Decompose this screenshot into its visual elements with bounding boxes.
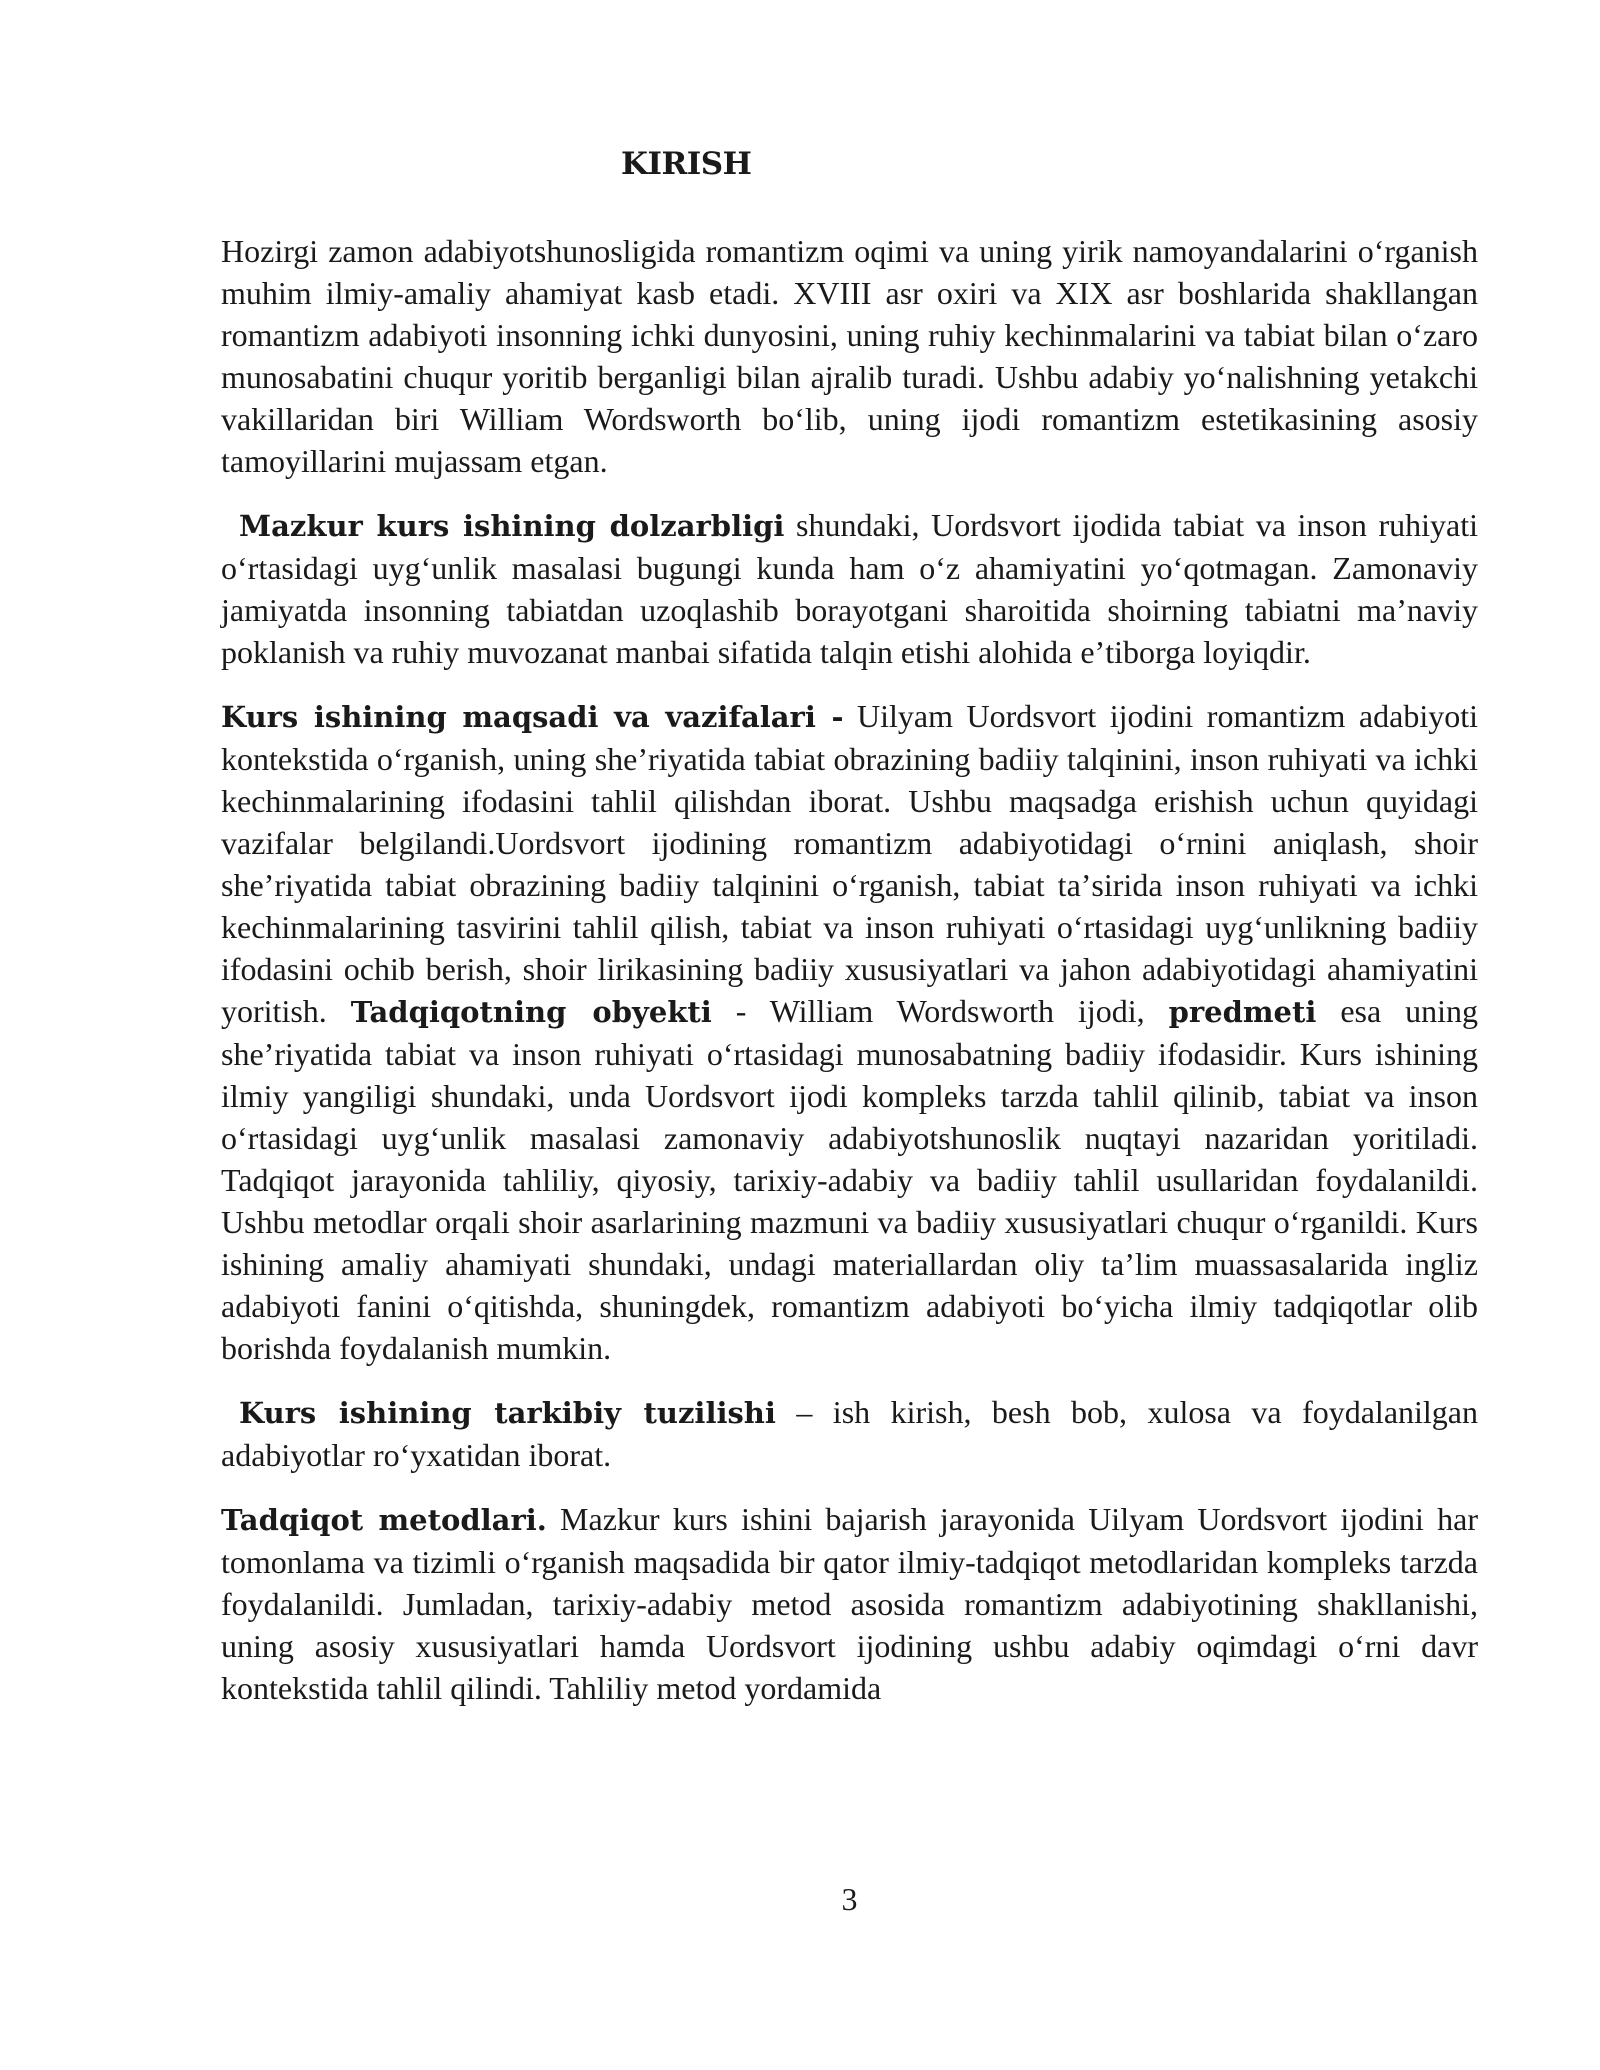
structure-heading: Kurs ishining tarkibiy tuzilishi [239, 1396, 776, 1430]
relevance-heading: Mazkur kurs ishining dolzarbligi [239, 509, 785, 543]
paragraph-relevance [221, 504, 1478, 673]
relevance-text: shundaki, Uordsvort ijodida tabiat va inson ruhiyati oʻrtasidagi uygʻunlik masalasi bugungi kunda ham oʻz ahamiyatini yoʻqotmagan. Zamonaviy jamiyatda insonning tabiatdan uzoqlashib borayotgani sharoitida shoirning tabiatni maʼnaviy poklanish va ruhiy muvozanat manbai sifatida talqin etishi alohida eʼtiborga loyiqdir. [221, 507, 1479, 670]
paragraph-structure [221, 1391, 1478, 1476]
structure-text: – ish kirish, besh bob, xulosa va foydalanilgan adabiyotlar roʻyxatidan iborat. [221, 1394, 1478, 1473]
object-heading: Tadqiqotning obyekti [350, 995, 712, 1029]
page-title: KIRISH [621, 146, 752, 182]
methods-text: Mazkur kurs ishini bajarish jarayonida Uilyam Uordsvort ijodini har tomonlama va tizimli oʻrganish maqsadida bir qator ilmiy-tadqiqot metodlaridan kompleks tarzda foydalanildi. Jumladan, tarixiy-adabiy metod asosida romantizm adabiyotining shakllanishi, uning asosiy xususiyatlari hamda Uordsvort ijodining ushbu adabiy oqimdagi oʻrni davr kontekstida tahlil qilindi. Tahliliy metod yordamida [221, 1501, 1478, 1706]
paragraph-goals [221, 695, 1478, 1369]
object-text: - William Wordsworth ijodi, [711, 993, 1169, 1029]
paragraph-intro: Hozirgi zamon adabiyotshunosligida romantizm oqimi va uning yirik namoyandalarini oʻrganish muhim ilmiy-amaliy ahamiyat kasb etadi. XVIII asr oxiri va XIX asr boshlarida shakllangan romantizm adabiyoti insonning ichki dunyosini, uning ruhiy kechinmalarini va tabiat bilan oʻzaro munosabatini chuqur yoritib berganligi bilan ajralib turadi. Ushbu adabiy yoʻnalishning yetakchi vakillaridan biri William Wordsworth boʻlib, uning ijodi romantizm estetikasining asosiy tamoyillarini mujassam etgan. [221, 233, 1478, 479]
goals-heading: Kurs ishining maqsadi va vazifalari - [221, 700, 844, 734]
subject-heading: predmeti [1168, 995, 1317, 1029]
body-text [221, 230, 1478, 1731]
page-number: 3 [841, 1881, 858, 1917]
paragraph-methods [221, 1498, 1478, 1709]
subject-text: esa uning sheʼriyatida tabiat va inson ruhiyati oʻrtasidagi munosabatning badiiy ifodasidir. Kurs ishining ilmiy yangiligi shundaki, unda Uordsvort ijodi kompleks tarzda tahlil qilinib, tabiat va inson oʻrtasidagi uygʻunlik masalasi zamonaviy adabiyotshunoslik nuqtayi nazaridan yoritiladi. Tadqiqot jarayonida tahliliy, qiyosiy, tarixiy-adabiy va badiiy tahlil usullaridan foydalanildi. Ushbu metodlar orqali shoir asarlarining mazmuni va badiiy xususiyatlari chuqur oʻrganildi. Kurs ishining amaliy ahamiyati shundaki, undagi materiallardan oliy taʼlim muassasalarida ingliz adabiyoti fanini oʻqitishda, shuningdek, romantizm adabiyoti boʻyicha ilmiy tadqiqotlar olib borishda foydalanish mumkin. [221, 993, 1478, 1366]
goals-text: Uilyam Uordsvort ijodini romantizm adabiyoti kontekstida oʻrganish, uning sheʼriyatida tabiat obrazining badiiy talqinini, inson ruhiyati va ichki kechinmalarining ifodasini tahlil qilishdan iborat. Ushbu maqsadga erishish uchun quyidagi vazifalar belgilandi.Uordsvort ijodining romantizm adabiyotidagi oʻrnini aniqlash, shoir sheʼriyatida tabiat obrazining badiiy talqinini oʻrganish, tabiat taʼsirida inson ruhiyati va ichki kechinmalarining tasvirini tahlil qilish, tabiat va inson ruhiyati oʻrtasidagi uygʻunlikning badiiy ifodasini ochib berish, shoir lirikasining badiiy xususiyatlari va jahon adabiyotidagi ahamiyatini yoritish. [221, 698, 1478, 1029]
methods-heading: Tadqiqot metodlari. [221, 1503, 547, 1537]
